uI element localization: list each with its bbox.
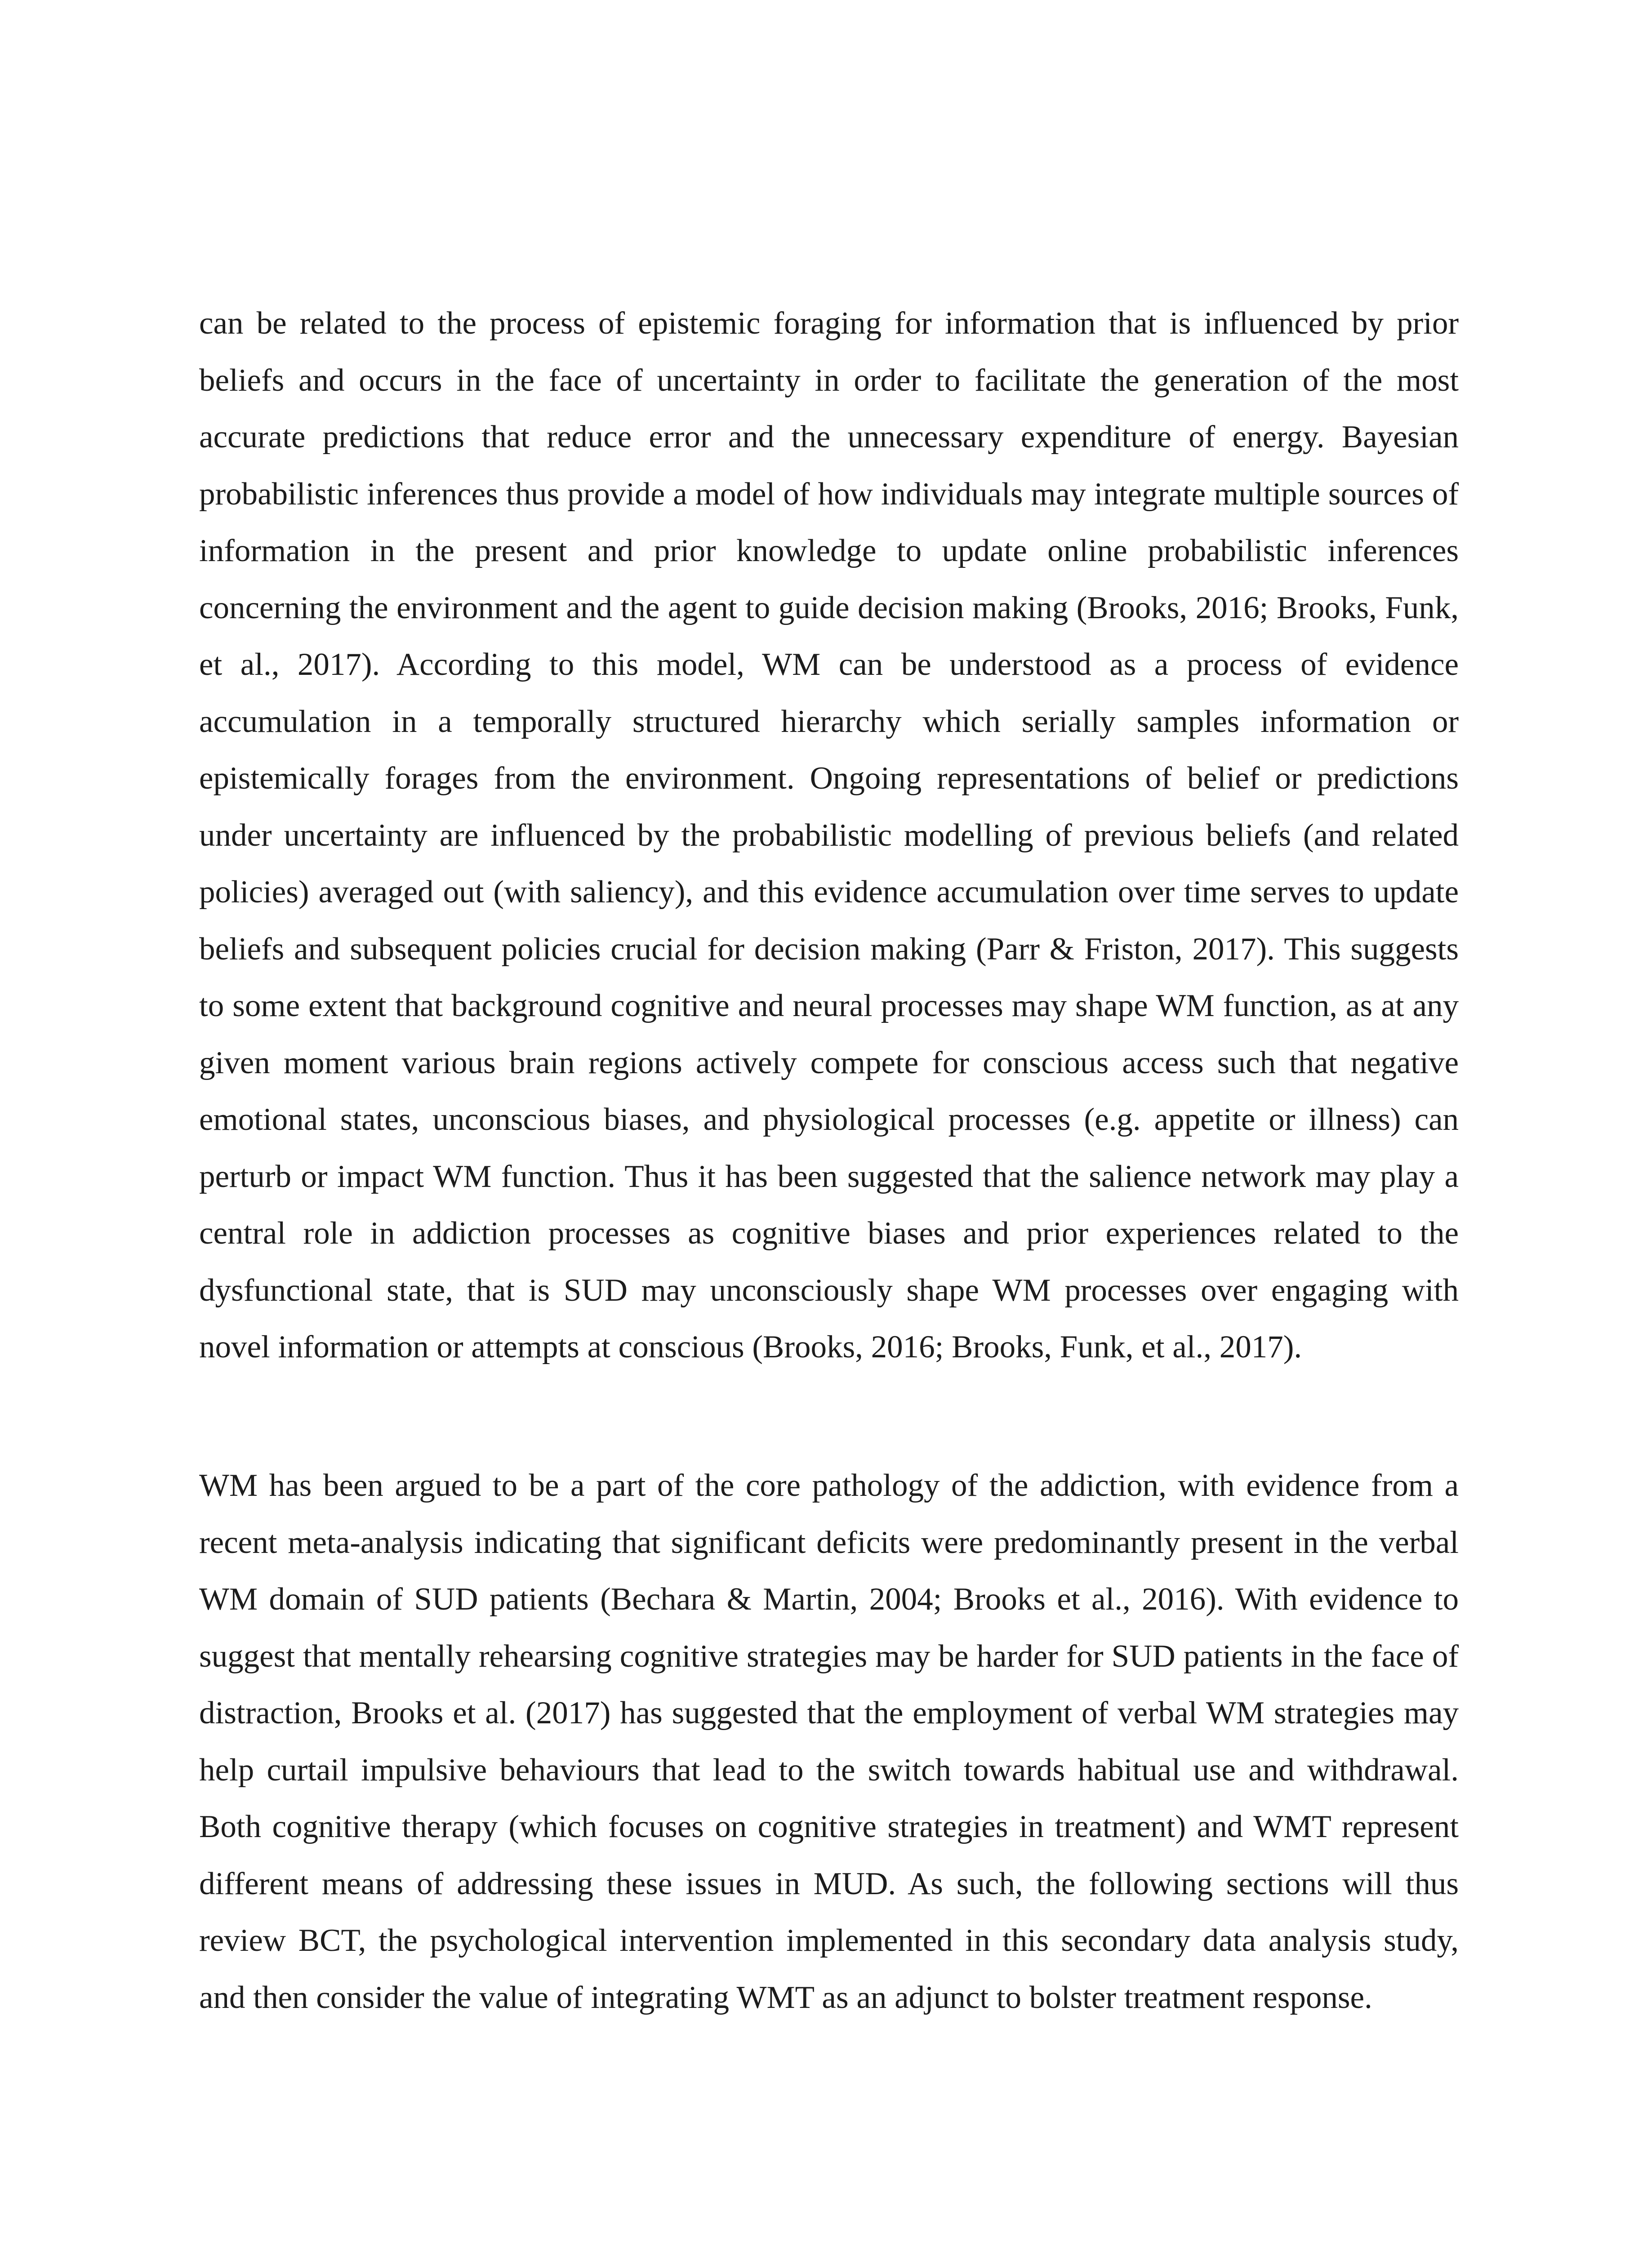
body-paragraph-2: WM has been argued to be a part of the core pathology of the addiction, with evidence from a recent meta-analysis indicating that significant deficits were predominantly present in the verbal WM domain of SUD patients (Bechara & Martin, 2004; Brooks et al., 2016). With evidence to suggest that mentally rehearsing cognitive strategies may be harder for SUD patients in the face of distraction, Brooks et al. (2017) has suggested that the employment of verbal WM strategies may help curtail impulsive behaviours that lead to the switch towards habitual use and withdrawal. Both cognitive therapy (which focuses on cognitive strategies in treatment) and WMT represent different means of addressing these issues in MUD. As such, the following sections will thus review BCT, the psychological intervention implemented in this secondary data analysis study, and then consider the value of integrating WMT as an adjunct to bolster treatment response. bbox=[199, 1468, 1459, 2015]
body-paragraph-1: can be related to the process of epistemic foraging for information that is influenced by prior beliefs and occurs in the face of uncertainty in order to facilitate the generation of the most accurate predictions that reduce error and the unnecessary expenditure of energy. Bayesian probabilistic inferences thus provide a model of how individuals may integrate multiple sources of information in the present and prior knowledge to update online probabilistic inferences concerning the environment and the agent to guide decision making (Brooks, 2016; Brooks, Funk, et al., 2017). According to this model, WM can be understood as a process of evidence accumulation in a temporally structured hierarchy which serially samples information or epistemically forages from the environment. Ongoing representations of belief or predictions under uncertainty are influenced by the probabilistic modelling of previous beliefs (and related policies) averaged out (with saliency), and this evidence accumulation over time serves to update beliefs and subsequent policies crucial for decision making (Parr & Friston, 2017). This suggests to some extent that background cognitive and neural processes may shape WM function, as at any given moment various brain regions actively compete for conscious access such that negative emotional states, unconscious biases, and physiological processes (e.g. appetite or illness) can perturb or impact WM function. Thus it has been suggested that the salience network may play a central role in addiction processes as cognitive biases and prior experiences related to the dysfunctional state, that is SUD may unconsciously shape WM processes over engaging with novel information or attempts at conscious (Brooks, 2016; Brooks, Funk, et al., 2017). bbox=[199, 306, 1459, 1365]
